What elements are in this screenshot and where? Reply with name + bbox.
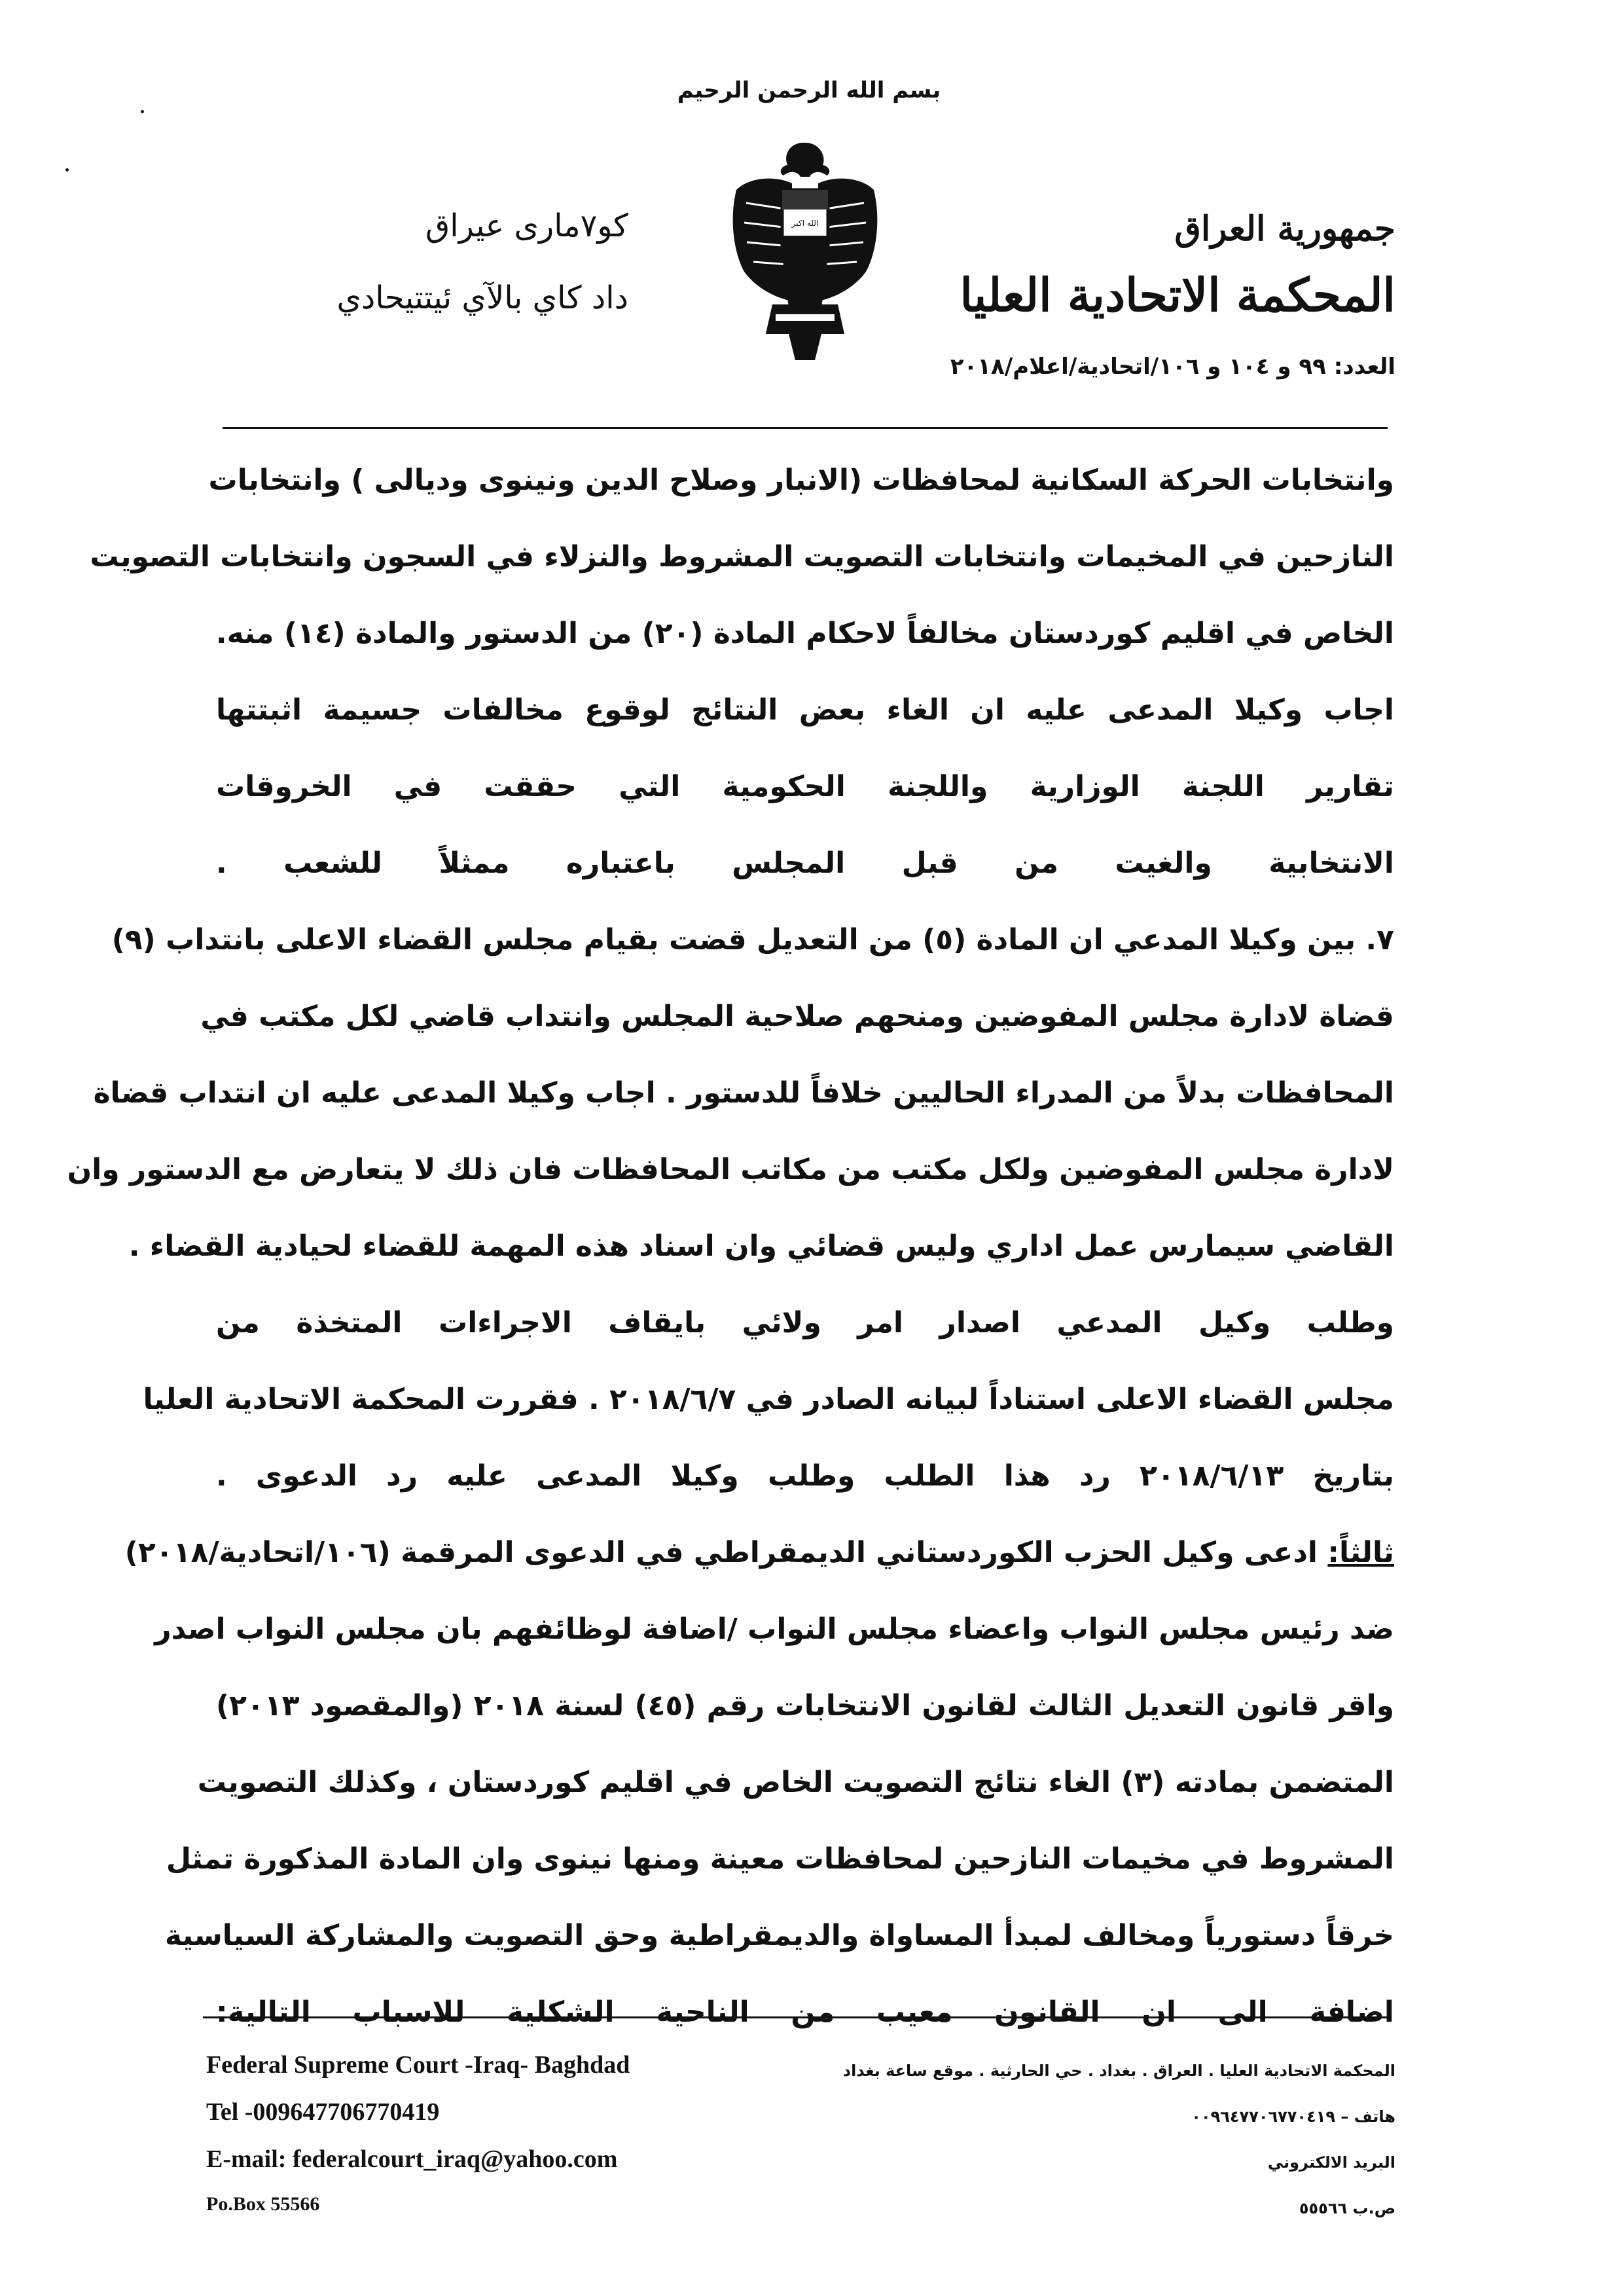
body-line: الخاص في اقليم كوردستان مخالفاً لاحكام المادة (٢٠) من الدستور والمادة (١٤) منه. [215,617,1394,650]
body-line: المحافظات بدلاً من المدراء الحاليين خلافاً للدستور . اجاب وكيلا المدعى عليه ان انتداب قضاة [93,1076,1394,1110]
body-line: بتاريخ ٢٠١٨/٦/١٣ رد هذا الطلب وطلب وكيلا المدعى عليه رد الدعوى . [216,1459,1394,1493]
body-line-section-three [124,1514,1394,1591]
body-line: اضافة الى ان القانون معيب من الناحية الشكلية للاسباب التالية: [216,1995,1394,2029]
letterhead-arabic [924,203,1395,331]
body-line: المشروط في مخيمات النازحين لمحافظات معينة ومنها نينوى وان المادة المذكورة تمثل [166,1842,1394,1876]
body-line: خرقاً دستورياً ومخالف لمبدأ المساواة والديمقراطية وحق التصويت والمشاركة السياسية [164,1919,1394,1952]
section-label: ثالثاً: [1327,1536,1394,1569]
scan-speck [65,168,69,172]
footer-email-label-ar: البريد الالكتروني [1267,2153,1395,2172]
footer-divider [203,2016,1388,2018]
body-line: لادارة مجلس المفوضين ولكل مكتب من مكاتب المحافظات فان ذلك لا يتعارض مع الدستور وان [67,1153,1394,1186]
footer-phone-ar: هاتف – ٠٠٩٦٤٧٧٠٦٧٧٠٤١٩ [1191,2107,1395,2126]
body-line-text: ادعى وكيل الحزب الكوردستاني الديمقراطي في الدعوى المرقمة (١٠٦/اتحادية/٢٠١٨) [124,1536,1318,1569]
body-line: القاضي سيمارس عمل اداري وليس قضائي وان اسناد هذه المهمة للقضاء لحيادية القضاء . [128,1230,1394,1263]
country-name-ku: كو٧مارى عيراق [425,208,628,244]
footer-pobox: Po.Box 55566 [206,2193,320,2215]
body-line: ضد رئيس مجلس النواب واعضاء مجلس النواب /اضافة لوظائفهم بان مجلس النواب اصدر [154,1613,1394,1646]
svg-text:الله اكبر: الله اكبر [791,219,819,228]
footer-address-ar: المحكمة الاتحادية العليا . العراق . بغداد . حي الحارثية . موقع ساعة بغداد [842,2062,1395,2080]
body-line: واقر قانون التعديل الثالث لقانون الانتخابات رقم (٤٥) لسنة ٢٠١٨ (والمقصود ٢٠١٣) [216,1689,1395,1722]
body-line: النازحين في المخيمات وانتخابات التصويت المشروط والنزلاء في السجون وانتخابات التصويت [90,540,1394,574]
court-name-ar: المحكمة الاتحادية العليا [960,268,1395,322]
body-line: وطلب وكيل المدعي اصدار امر ولائي بايقاف الاجراءات المتخذة من [216,1306,1394,1339]
body-line: اجاب وكيلا المدعى عليه ان الغاء بعض النتائج لوقوع مخالفات جسيمة اثبتتها [216,693,1394,727]
country-name-ar: جمهورية العراق [1174,209,1395,249]
body-line: ٧. بين وكيلا المدعي ان المادة (٥) من التعديل قضت بقيام مجلس القضاء الاعلى بانتداب (٩) [111,923,1394,957]
basmala: بسم الله الرحمن الرحيم [677,77,941,103]
letterhead-kurdish [209,196,628,334]
body-line: مجلس القضاء الاعلى استناداً لبيانه الصادر في ٢٠١٨/٦/٧ . فقررت المحكمة الاتحادية العليا [143,1383,1394,1416]
footer-english [206,2041,795,2226]
footer-phone: Tel -009647706770419 [206,2098,440,2126]
body-line: قضاة لادارة مجلس المفوضين ومنحهم صلاحية المجلس وانتداب قاضي لكل مكتب في [200,1000,1394,1033]
body-line: وانتخابات الحركة السكانية لمحافظات (الانبار وصلاح الدين ونينوى وديالى ) وانتخابات [208,464,1394,497]
footer-court-name: Federal Supreme Court -Iraq- Baghdad [206,2051,630,2079]
footer-pobox-ar: ص.ب ٥٥٥٦٦ [1299,2199,1395,2217]
reference-number: العدد: ٩٩ و ١٠٤ و ١٠٦/اتحادية/اعلام/٢٠١٨ [950,354,1395,380]
court-name-ku: داد كاي بالآي ئيتتيحادي [336,280,628,316]
header-divider [223,427,1388,429]
footer-email: E-mail: federalcourt_iraq@yahoo.com [206,2145,618,2173]
eagle-emblem-icon [710,137,900,367]
body-line: الانتخابية والغيت من قبل المجلس باعتباره ممثلاً للشعب . [216,847,1394,880]
document-body [67,442,1395,2050]
scan-speck [141,110,144,113]
body-line: المتضمن بمادته (٣) الغاء نتائج التصويت الخاص في اقليم كوردستان ، وكذلك التصويت [197,1766,1394,1799]
footer-arabic [806,2048,1395,2231]
body-line: تقارير اللجنة الوزارية واللجنة الحكومية التي حققت في الخروقات [216,770,1394,803]
